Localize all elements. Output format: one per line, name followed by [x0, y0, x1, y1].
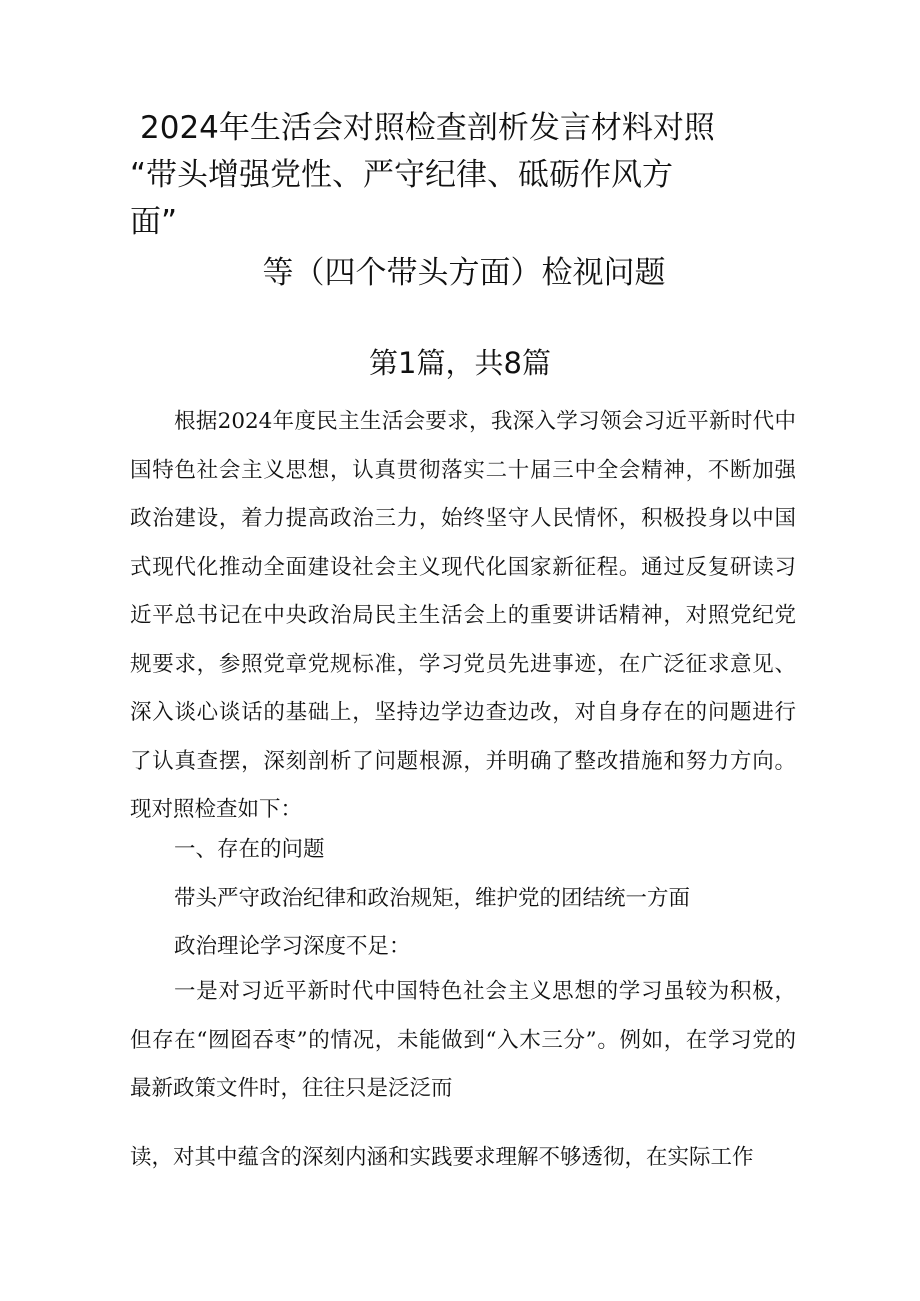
document-title-line-1: 2024年生活会对照检查剖析发言材料对照 [140, 110, 715, 146]
continued-text-line: 读，对其中蕴含的深刻内涵和实践要求理解不够透彻，在实际工作 [130, 1145, 754, 1170]
intro-paragraph: 根据2024年度民主生活会要求，我深入学习领会习近平新时代中国特色社会主义思想，认真贯彻落实二十届三中全会精神，不断加强政治建设，着力提高政治三力，始终坚守人民情怀，积极投身以中国式现代化推动全面建设社会主义现代化国家新征程。通过反复研读习近平总书记在中央政治局民主生活会上的重要讲话精神，对照党纪党规要求，参照党章党规标准，学习党员先进事迹，在广泛征求意见、深入谈心谈话的基础上，坚持边学边查边改，对自身存在的问题进行了认真查摆，深刻剖析了问题根源，并明确了整改措施和努力方向。现对照检查如下： [130, 409, 796, 822]
document-title-line-4: 等（四个带头方面）检视问题 [262, 255, 666, 291]
section-heading: 一、存在的问题 [174, 837, 325, 862]
document-title-line-3: 面” [130, 204, 178, 240]
item-paragraph: 一是对习近平新时代中国特色社会主义思想的学习虽较为积极，但存在“囫囵吞枣”的情况，未能做到“入木三分”。例如，在学习党的最新政策文件时，往往只是泛泛而 [130, 979, 796, 1101]
item-heading: 政治理论学习深度不足： [174, 934, 411, 959]
document-title-line-2: “带头增强党性、严守纪律、砥砺作风方 [130, 157, 674, 193]
document-subtitle: 第1篇，共8篇 [369, 346, 551, 380]
subsection-heading: 带头严守政治纪律和政治规矩，维护党的团结统一方面 [174, 886, 691, 911]
